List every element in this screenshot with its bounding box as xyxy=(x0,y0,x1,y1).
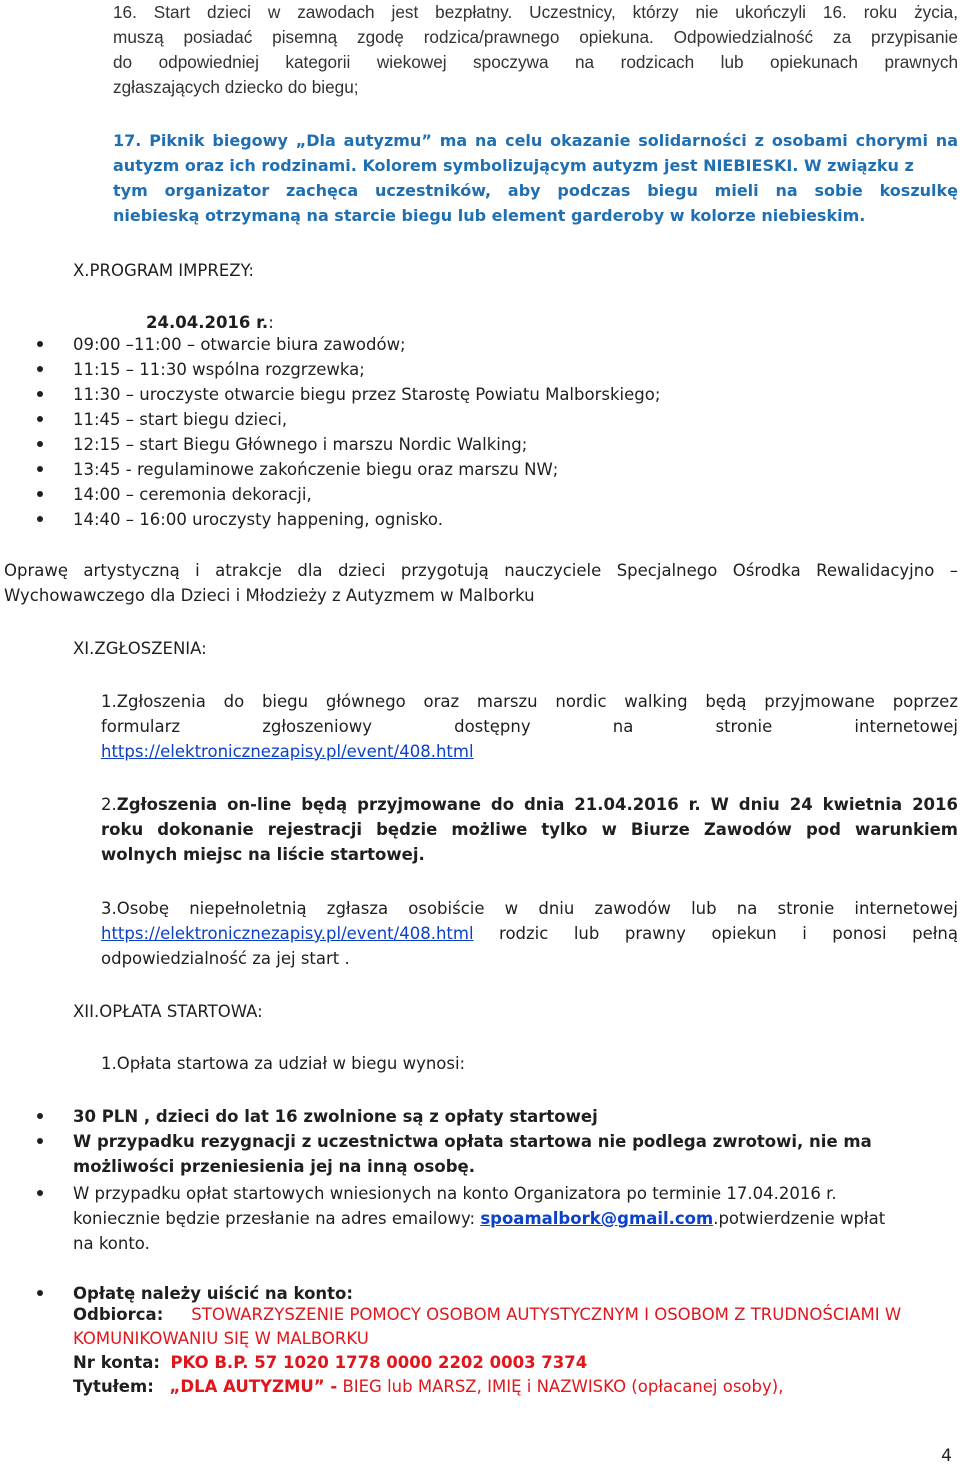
bullet-icon xyxy=(37,391,43,397)
registration-link-1[interactable]: https://elektronicznezapisy.pl/event/408.html xyxy=(101,742,474,761)
bullet-icon xyxy=(37,1113,43,1119)
item-17-line-2 xyxy=(113,153,958,179)
program-date-value: 24.04.2016 r. xyxy=(146,313,269,332)
fee-bullet-3-line-1: W przypadku opłat startowych wniesionych na konto Organizatora po terminie 17.04.2016 r. xyxy=(73,1184,837,1203)
program-item-3: 11:30 – uroczyste otwarcie biegu przez Starostę Powiatu Malborskiego; xyxy=(73,385,661,404)
fee-account-number xyxy=(73,1350,587,1376)
program-item-5: 12:15 – start Biegu Głównego i marszu Nordic Walking; xyxy=(73,435,528,454)
item-16-line-4: zgłaszających dziecko do biegu; xyxy=(113,77,359,97)
fee-p1: 1.Opłata startowa za udział w biegu wynosi: xyxy=(101,1054,466,1073)
program-date-colon: : xyxy=(268,313,274,332)
bullet-icon xyxy=(37,466,43,472)
registration-p2-deadline: Zgłoszenia on-line będą przyjmowane do dnia 21.04.2016 r. W dniu 24 kwietnia 2016 xyxy=(116,795,958,814)
fee-recipient-label: Odbiorca: xyxy=(73,1305,164,1324)
registration-p3-line-3: odpowiedzialność za jej start . xyxy=(101,949,350,968)
program-heading: X.PROGRAM IMPREZY: xyxy=(73,261,254,280)
item-17-line-4: niebieską otrzymaną na starcie biegu lub element garderoby w kolorze niebieskim. xyxy=(113,206,866,225)
registration-p2-line-1 xyxy=(101,792,958,818)
fee-account-label: Nr konta: xyxy=(73,1353,160,1372)
item-17-line-3: tym organizator zachęca uczestników, aby podczas biegu mieli na sobie koszulkę xyxy=(113,181,958,200)
fee-email-suffix: .potwierdzenie wpłat xyxy=(713,1209,886,1228)
fee-bullet-3-line-3: na konto. xyxy=(73,1234,150,1253)
artistic-line-2: Wychowawczego dla Dzieci i Młodzieży z Autyzmem w Malborku xyxy=(4,586,535,605)
fee-recipient-value: STOWARZYSZENIE POMOCY OSOBOM AUTYSTYCZNYM I OSOBOM Z TRUDNOŚCIAMI W xyxy=(191,1305,902,1324)
fee-recipient-line-1 xyxy=(73,1302,901,1328)
bullet-icon xyxy=(37,491,43,497)
registration-heading: XI.ZGŁOSZENIA: xyxy=(73,639,207,658)
artistic-line-1: Oprawę artystyczną i atrakcje dla dzieci przygotują nauczyciele Specjalnego Ośrodka Rewalidacyjno – xyxy=(4,561,958,580)
registration-p3-line-2 xyxy=(101,921,958,947)
bullet-icon xyxy=(37,1138,43,1144)
item-16-line-2: muszą posiadać pisemną zgodę rodzica/prawnego opiekuna. Odpowiedzialność za przypisanie xyxy=(113,27,958,47)
fee-account-title: Opłatę należy uiścić na konto: xyxy=(73,1284,353,1303)
registration-p1-line-2: formularz zgłoszeniowy dostępny na stronie internetowej xyxy=(101,717,958,736)
registration-p2-line-2: roku dokonanie rejestracji będzie możliwe tylko w Biurze Zawodów pod warunkiem xyxy=(101,820,958,839)
registration-p3-line-1: 3.Osobę niepełnoletnią zgłasza osobiście w dniu zawodów lub na stronie internetowej xyxy=(101,899,958,918)
fee-title-value-bold: „DLA AUTYZMU” - xyxy=(169,1377,338,1396)
bullet-icon xyxy=(37,366,43,372)
bullet-icon xyxy=(37,1290,43,1296)
item-17-line-1: 17. Piknik biegowy „Dla autyzmu” ma na celu okazanie solidarności z osobami chorymi na xyxy=(113,131,958,150)
fee-bullet-2-line-2: możliwości przeniesienia jej na inną osobę. xyxy=(73,1157,475,1176)
fee-email-link[interactable]: spoamalbork@gmail.com xyxy=(480,1209,714,1228)
fee-title-value-rest: BIEG lub MARSZ, IMIĘ i NAZWISKO (opłacanej osoby), xyxy=(337,1377,784,1396)
bullet-icon xyxy=(37,441,43,447)
fee-bullet-3-line-2 xyxy=(73,1206,885,1232)
registration-p2-line-3: wolnych miejsc na liście startowej. xyxy=(101,845,425,864)
program-item-7: 14:00 – ceremonia dekoracji, xyxy=(73,485,312,504)
item-17-line-2-cont: W związku z xyxy=(798,156,914,175)
bullet-icon xyxy=(37,516,43,522)
item-16-line-1: 16. Start dzieci w zawodach jest bezpłatny. Uczestnicy, którzy nie ukończyli 16. roku życia, xyxy=(113,2,958,22)
fee-transfer-title xyxy=(73,1374,783,1400)
fee-bullet-1: 30 PLN , dzieci do lat 16 zwolnione są z opłaty startowej xyxy=(73,1107,598,1126)
fee-title-label: Tytułem: xyxy=(73,1377,154,1396)
program-item-4: 11:45 – start biegu dzieci, xyxy=(73,410,288,429)
registration-p2-number: 2. xyxy=(101,795,117,814)
fee-email-prefix: koniecznie będzie przesłanie na adres emailowy: xyxy=(73,1209,481,1228)
registration-p1-line-1: 1.Zgłoszenia do biegu głównego oraz marszu nordic walking będą przyjmowane poprzez xyxy=(101,692,958,711)
page-number: 4 xyxy=(941,1446,952,1466)
item-17-autism-color-text: autyzm oraz ich rodzinami. Kolorem symbolizującym autyzm jest NIEBIESKI. xyxy=(113,156,799,175)
registration-link-2[interactable]: https://elektronicznezapisy.pl/event/408.html xyxy=(101,924,474,943)
bullet-icon xyxy=(37,416,43,422)
bullet-icon xyxy=(37,1190,43,1196)
fee-heading: XII.OPŁATA STARTOWA: xyxy=(73,1002,263,1021)
fee-recipient-line-2: KOMUNIKOWANIU SIĘ W MALBORKU xyxy=(73,1329,369,1348)
program-item-1: 09:00 –11:00 – otwarcie biura zawodów; xyxy=(73,335,406,354)
item-16-line-3: do odpowiedniej kategorii wiekowej spoczywa na rodzicach lub opiekunach prawnych xyxy=(113,52,958,72)
fee-bullet-2-line-1: W przypadku rezygnacji z uczestnictwa opłata startowa nie podlega zwrotowi, nie ma xyxy=(73,1132,872,1151)
program-item-8: 14:40 – 16:00 uroczysty happening, ognisko. xyxy=(73,510,443,529)
program-item-2: 11:15 – 11:30 wspólna rozgrzewka; xyxy=(73,360,365,379)
program-item-6: 13:45 - regulaminowe zakończenie biegu oraz marszu NW; xyxy=(73,460,559,479)
fee-account-value: PKO B.P. 57 1020 1778 0000 2202 0003 7374 xyxy=(170,1353,588,1372)
registration-p3-line-2-rest: rodzic lub prawny opiekun i ponosi pełną xyxy=(473,924,958,943)
bullet-icon xyxy=(37,341,43,347)
